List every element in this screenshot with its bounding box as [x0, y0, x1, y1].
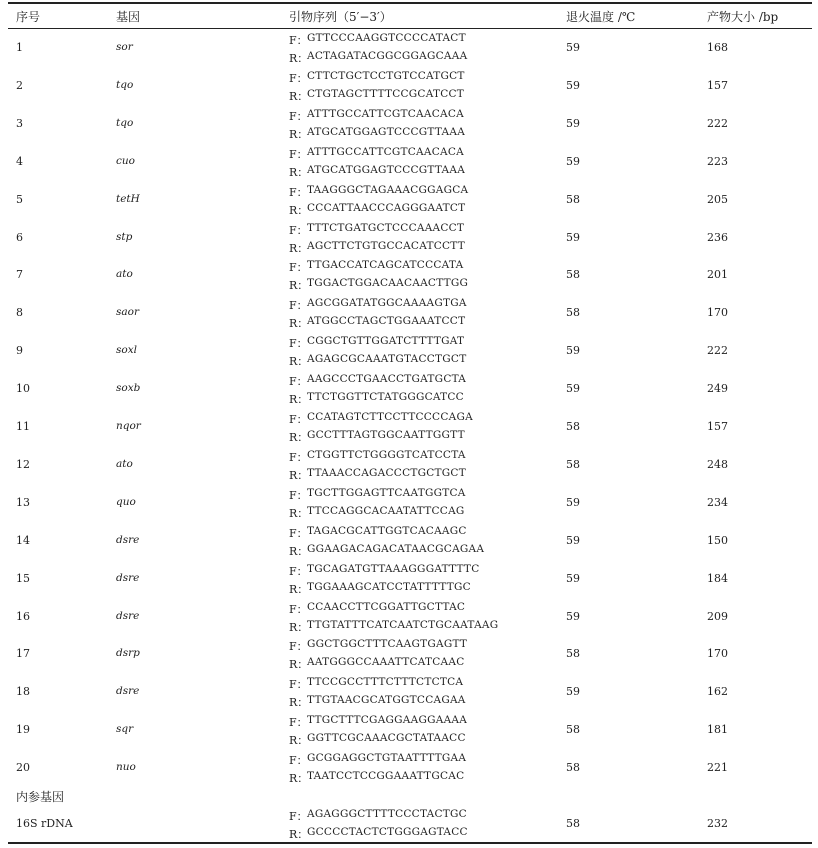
forward-label: F： [289, 34, 308, 47]
reverse-primer: TTAAACCAGACCCTGCTGCT [307, 466, 466, 479]
reverse-label: R： [289, 52, 309, 65]
reverse-label: R： [289, 241, 309, 255]
annealing-temp: 58 [566, 306, 580, 320]
table-row [0, 636, 818, 674]
forward-primer: TTGACCATCAGCATCCCATA [307, 259, 464, 272]
row-index: 14 [16, 533, 30, 547]
reverse-label: R： [289, 544, 309, 558]
forward-primer: TTCCGCCTTTCTTTCTCTCA [307, 676, 464, 689]
row-index: 12 [16, 457, 30, 471]
annealing-temp: 59 [566, 609, 580, 623]
reverse-primer: GGAAGACAGACATAACGCAGAA [307, 542, 485, 555]
reverse-primer: GCCTTTAGTGGCAATTGGTT [307, 429, 465, 441]
table-row [0, 712, 818, 750]
forward-primer: CCAACCTTCGGATTGCTTAC [307, 600, 466, 613]
reverse-label: R： [289, 696, 309, 710]
forward-label: F： [289, 147, 308, 161]
forward-label: F： [289, 810, 308, 823]
row-index: 3 [16, 116, 23, 130]
gene-name: dsrp [116, 647, 140, 660]
product-size: 232 [707, 817, 728, 830]
forward-label: F： [289, 185, 308, 199]
product-size: 157 [707, 78, 728, 92]
gene-name: dsre [116, 533, 140, 546]
product-size: 170 [707, 306, 728, 320]
reverse-primer: CCCATTAACCCAGGGAATCT [307, 201, 466, 214]
reverse-primer: CTGTAGCTTTTCCGCATCCT [307, 87, 465, 100]
gene-name: soxb [116, 382, 141, 395]
header-product-size: 产物大小 /bp [707, 10, 779, 24]
reverse-label: R： [289, 772, 309, 786]
forward-label: F： [289, 640, 308, 654]
table-row [0, 447, 818, 485]
forward-primer: GGCTGGCTTTCAAGTGAGTT [307, 638, 468, 651]
reverse-primer: ATGGCCTAGCTGGAAATCCT [307, 315, 466, 328]
reverse-primer: TAATCCTCCGGAAATTGCAC [307, 770, 465, 783]
annealing-temp: 59 [566, 78, 580, 92]
forward-label: F： [289, 488, 308, 502]
forward-label: F： [289, 337, 308, 351]
table-row [0, 68, 818, 106]
row-index: 6 [16, 230, 23, 244]
gene-name: cuo [116, 154, 135, 167]
row-index: 16 [16, 609, 30, 623]
product-size: 249 [707, 382, 728, 396]
annealing-temp: 58 [566, 268, 580, 282]
product-size: 168 [707, 41, 728, 54]
reverse-label: R： [289, 89, 309, 103]
row-index: 17 [16, 647, 30, 661]
forward-primer: GCGGAGGCTGTAATTTTGAA [307, 752, 467, 765]
forward-label: F： [289, 716, 308, 730]
reference-section-label: 内参基因 [16, 790, 65, 804]
table-row [0, 333, 818, 371]
gene-name: sor [116, 41, 133, 53]
forward-primer: AAGCCCTGAACCTGATGCTA [307, 373, 467, 386]
row-index: 19 [16, 723, 30, 737]
reverse-label: R： [289, 734, 309, 748]
reverse-label: R： [289, 393, 309, 407]
reverse-label: R： [289, 165, 309, 179]
annealing-temp: 59 [566, 571, 580, 585]
row-index: 8 [16, 306, 23, 320]
annealing-temp: 59 [566, 382, 580, 396]
gene-name: quo [116, 495, 136, 508]
gene-name: dsre [116, 685, 140, 698]
reverse-label: R： [289, 582, 309, 596]
forward-primer: CTGGTTCTGGGGTCATCCTA [307, 448, 466, 461]
forward-label: F： [289, 223, 308, 237]
row-index: 13 [16, 495, 30, 509]
reverse-label: R： [289, 279, 309, 293]
reverse-primer: TTGTATTTCATCAATCTGCAATAAG [307, 618, 499, 631]
header-rule [8, 28, 812, 29]
table-row [0, 523, 818, 561]
product-size: 184 [707, 571, 728, 585]
forward-primer: CGGCTGTTGGATCTTTTGAT [307, 335, 465, 348]
table-row [0, 750, 818, 788]
reverse-primer: ATGCATGGAGTCCCGTTAAA [307, 125, 466, 138]
reverse-primer: TTCTGGTTCTATGGGCATCC [307, 391, 464, 404]
forward-primer: CCATAGTCTTCCTTCCCCAGA [307, 411, 473, 423]
gene-name: ato [116, 457, 133, 470]
header-annealing: 退火温度 /℃ [566, 10, 636, 24]
product-size: 205 [707, 192, 728, 206]
forward-label: F： [289, 602, 308, 616]
annealing-temp: 59 [566, 116, 580, 130]
reverse-primer: TTCCAGGCACAATATTCCAG [307, 504, 465, 517]
product-size: 181 [707, 723, 728, 737]
product-size: 157 [707, 420, 728, 433]
row-index: 18 [16, 685, 30, 699]
product-size: 150 [707, 533, 728, 547]
row-index: 5 [16, 192, 23, 206]
forward-primer: CTTCTGCTCCTGTCCATGCT [307, 69, 465, 82]
forward-label: F： [289, 299, 308, 313]
product-size: 221 [707, 761, 728, 775]
forward-label: F： [289, 375, 308, 389]
forward-primer: TTGCTTTCGAGGAAGGAAAA [307, 714, 468, 727]
product-size: 222 [707, 344, 728, 358]
annealing-temp: 58 [566, 420, 580, 433]
reverse-primer: AGCTTCTGTGCCACATCCTT [307, 239, 465, 252]
reverse-label: R： [289, 203, 309, 217]
row-index: 7 [16, 268, 23, 282]
row-index: 10 [16, 382, 30, 396]
forward-primer: TTTCTGATGCTCCCAAACCT [307, 221, 465, 234]
forward-label: F： [289, 564, 308, 578]
forward-label: F： [289, 754, 308, 768]
gene-name: nuo [116, 761, 136, 774]
table-row [0, 295, 818, 333]
gene-name: stp [116, 230, 133, 243]
product-size: 222 [707, 116, 728, 130]
forward-primer: TGCAGATGTTAAAGGGATTTTC [307, 562, 480, 575]
reverse-label: R： [289, 620, 309, 634]
table-row [0, 257, 818, 295]
header-primer: 引物序列（5′−3′） [289, 10, 392, 24]
table-row [0, 182, 818, 220]
reverse-primer: TGGACTGGACAACAACTTGG [307, 277, 469, 290]
table-header [0, 4, 818, 28]
reverse-label: R： [289, 317, 309, 331]
bottom-rule [8, 842, 812, 844]
annealing-temp: 59 [566, 495, 580, 509]
forward-label: F： [289, 71, 308, 85]
forward-label: F： [289, 261, 308, 275]
forward-label: F： [289, 526, 308, 540]
table-row [0, 485, 818, 523]
table-row [0, 409, 818, 447]
reverse-label: R： [289, 127, 309, 141]
gene-name: saor [116, 306, 139, 319]
forward-primer: GTTCCCAAGGTCCCCATACT [307, 32, 466, 44]
forward-label: F： [289, 413, 308, 426]
row-index: 1 [16, 41, 23, 54]
reverse-primer: TTGTAACGCATGGTCCAGAA [307, 694, 466, 707]
product-size: 170 [707, 647, 728, 661]
reverse-primer: GCCCCTACTCTGGGAGTACC [307, 826, 468, 838]
forward-primer: TAAGGGCTAGAAACGGAGCA [307, 183, 469, 196]
reverse-label: R： [289, 506, 309, 520]
forward-primer: ATTTGCCATTCGTCAACACA [307, 145, 464, 158]
forward-label: F： [289, 450, 308, 464]
product-size: 201 [707, 268, 728, 282]
table-row [0, 106, 818, 144]
product-size: 236 [707, 230, 728, 244]
row-index: 2 [16, 78, 23, 92]
product-size: 209 [707, 609, 728, 623]
table-row [0, 30, 818, 68]
reverse-primer: TGGAAAGCATCCTATTTTTGC [307, 580, 471, 593]
table-row [0, 371, 818, 409]
header-index: 序号 [16, 10, 41, 24]
annealing-temp: 59 [566, 154, 580, 168]
reverse-label: R： [289, 431, 309, 444]
product-size: 223 [707, 154, 728, 168]
product-size: 162 [707, 685, 728, 699]
forward-primer: ATTTGCCATTCGTCAACACA [307, 107, 464, 120]
product-size: 234 [707, 495, 728, 509]
row-index: 15 [16, 571, 30, 585]
reference-index: 16S rDNA [16, 817, 73, 830]
annealing-temp: 58 [566, 192, 580, 206]
forward-primer: TAGACGCATTGGTCACAAGC [307, 524, 467, 537]
gene-name: tqo [116, 116, 134, 129]
gene-name: nqor [116, 420, 141, 432]
gene-name: soxl [116, 344, 137, 357]
forward-label: F： [289, 678, 308, 692]
reverse-label: R： [289, 468, 309, 482]
row-index: 4 [16, 154, 23, 168]
reference-row [0, 806, 818, 844]
reverse-primer: ATGCATGGAGTCCCGTTAAA [307, 163, 466, 176]
annealing-temp: 59 [566, 41, 580, 54]
gene-name: dsre [116, 609, 140, 622]
reverse-label: R： [289, 355, 309, 369]
table-row [0, 674, 818, 712]
reverse-primer: AATGGGCCAAATTCATCAAC [307, 656, 465, 669]
annealing-temp: 58 [566, 817, 580, 830]
product-size: 248 [707, 457, 728, 471]
gene-name: tqo [116, 78, 134, 91]
annealing-temp: 59 [566, 230, 580, 244]
reverse-primer: ACTAGATACGGCGGAGCAAA [307, 50, 468, 62]
annealing-temp: 58 [566, 457, 580, 471]
forward-primer: AGAGGGCTTTTCCCTACTGC [307, 808, 467, 820]
forward-primer: AGCGGATATGGCAAAAGTGA [307, 297, 467, 310]
annealing-temp: 58 [566, 723, 580, 737]
gene-name: ato [116, 268, 133, 281]
forward-primer: TGCTTGGAGTTCAATGGTCA [307, 486, 466, 499]
reverse-primer: GGTTCGCAAACGCTATAACC [307, 732, 466, 745]
reverse-label: R： [289, 658, 309, 672]
header-gene: 基因 [116, 10, 141, 24]
gene-name: dsre [116, 571, 140, 584]
row-index: 20 [16, 761, 30, 775]
table-row [0, 599, 818, 637]
annealing-temp: 59 [566, 533, 580, 547]
annealing-temp: 59 [566, 685, 580, 699]
gene-name: sqr [116, 723, 134, 736]
row-index: 11 [16, 420, 30, 433]
forward-label: F： [289, 109, 308, 123]
reverse-label: R： [289, 828, 309, 841]
annealing-temp: 59 [566, 344, 580, 358]
gene-name: tetH [116, 192, 140, 205]
table-row [0, 561, 818, 599]
reverse-primer: AGAGCGCAAATGTACCTGCT [307, 353, 467, 366]
table-row [0, 220, 818, 258]
table-row [0, 144, 818, 182]
annealing-temp: 58 [566, 761, 580, 775]
annealing-temp: 58 [566, 647, 580, 661]
row-index: 9 [16, 344, 23, 358]
